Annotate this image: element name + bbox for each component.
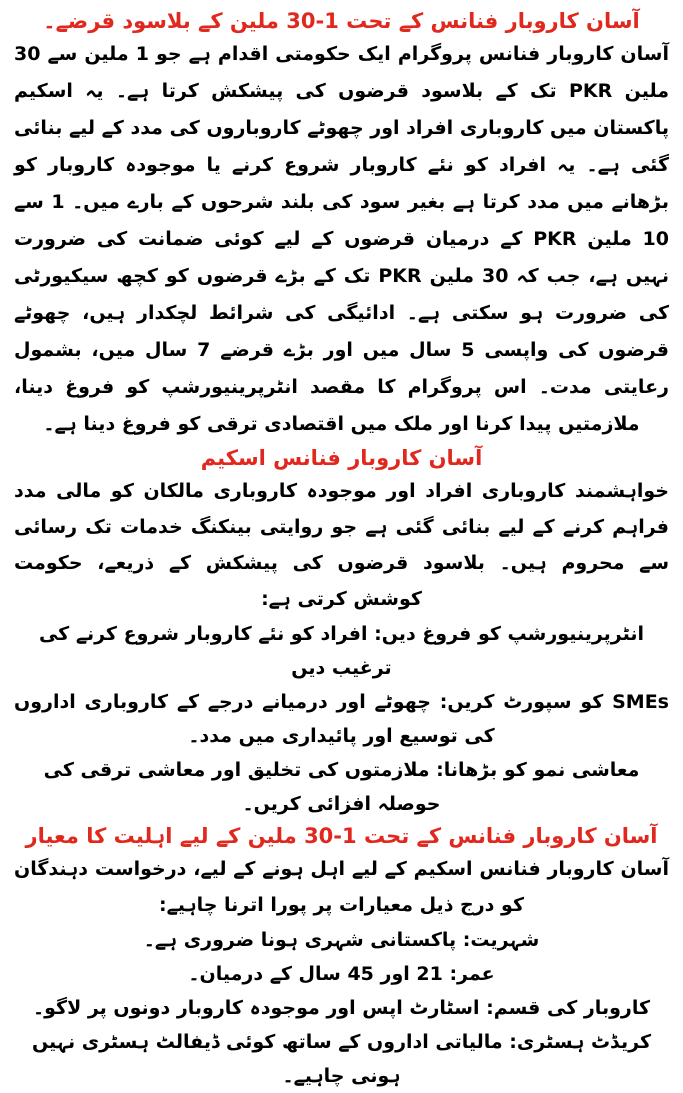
- scheme-paragraph: خواہشمند کاروباری افراد اور موجودہ کاروباری مالکان کو مالی مدد فراہم کرنے کے لیے بنائی گئی ہے جو روایتی بینکنگ خدمات تک رسائی سے محروم ہیں۔ بلاسود قرضوں کی پیشکش کے ذریعے، حکومت کوشش کرتی ہے:: [14, 480, 669, 610]
- criterion-age: عمر: 21 اور 45 سال کے درمیان۔: [188, 963, 495, 985]
- eligibility-criteria-list: [14, 923, 669, 1093]
- eligibility-intro: آسان کاروبار فنانس اسکیم کے لیے اہل ہونے کے لیے، درخواست دہندگان کو درج ذیل معیارات پر پورا اترنا چاہیے:: [14, 858, 669, 916]
- goal-smes: SMEs کو سپورٹ کریں: چھوٹے اور درمیانے درجے کے کاروباری اداروں کی توسیع اور پائیداری میں مدد۔: [14, 691, 669, 747]
- eligibility-heading: آسان کاروبار فنانس کے تحت 1-30 ملین کے لیے اہلیت کا معیار: [25, 824, 658, 848]
- loans-overview-paragraph: آسان کاروبار فنانس پروگرام ایک حکومتی اقدام ہے جو 1 ملین سے 30 ملین PKR تک کے بلاسود قرضوں کی پیشکش کرتا ہے۔ یہ اسکیم پاکستان میں کاروباری افراد اور چھوٹے کاروباروں کی مدد کے لیے بنائی گئی ہے۔ یہ افراد کو نئے کاروبار شروع کرنے یا موجودہ کاروبار کو بڑھانے میں مدد کرتا ہے بغیر سود کی بلند شرحوں کے بارے میں۔ 1 سے 10 ملین PKR کے درمیان قرضوں کے لیے کوئی ضمانت کی ضرورت نہیں ہے، جب کہ 30 ملین PKR تک کے بڑے قرضوں کو کچھ سیکیورٹی کی ضرورت ہو سکتی ہے۔ ادائیگی کی شرائط لچکدار ہیں، چھوٹے قرضوں کی واپسی 5 سال میں اور بڑے قرضے 7 سال میں، بشمول رعایتی مدت۔ اس پروگرام کا مقصد انٹرپرینیورشپ کو فروغ دینا، ملازمتیں پیدا کرنا اور ملک میں اقتصادی ترقی کو فروغ دینا ہے۔: [14, 43, 669, 435]
- scheme-heading: آسان کاروبار فنانس اسکیم: [200, 446, 483, 470]
- scheme-section: [14, 443, 669, 821]
- goal-entrepreneurship: انٹرپرینیورشپ کو فروغ دیں: افراد کو نئے کاروبار شروع کرنے کی ترغیب دیں: [38, 623, 645, 679]
- goal-economic-growth: معاشی نمو کو بڑھانا: ملازمتوں کی تخلیق اور معاشی ترقی کی حوصلہ افزائی کریں۔: [43, 759, 640, 815]
- loans-overview-section: [14, 6, 669, 443]
- eligibility-section: [14, 821, 669, 1093]
- criterion-business-type: کاروبار کی قسم: اسٹارٹ اپس اور موجودہ کاروبار دونوں پر لاگو۔: [32, 997, 651, 1019]
- criterion-credit-history: کریڈٹ ہسٹری: مالیاتی اداروں کے ساتھ کوئی ڈیفالٹ ہسٹری نہیں ہونی چاہیے۔: [31, 1031, 652, 1087]
- scheme-goals-list: [14, 617, 669, 821]
- loans-overview-heading: آسان کاروبار فنانس کے تحت 1-30 ملین کے بلاسود قرضے۔: [43, 9, 640, 33]
- criterion-citizenship: شہریت: پاکستانی شہری ہونا ضروری ہے۔: [143, 929, 540, 951]
